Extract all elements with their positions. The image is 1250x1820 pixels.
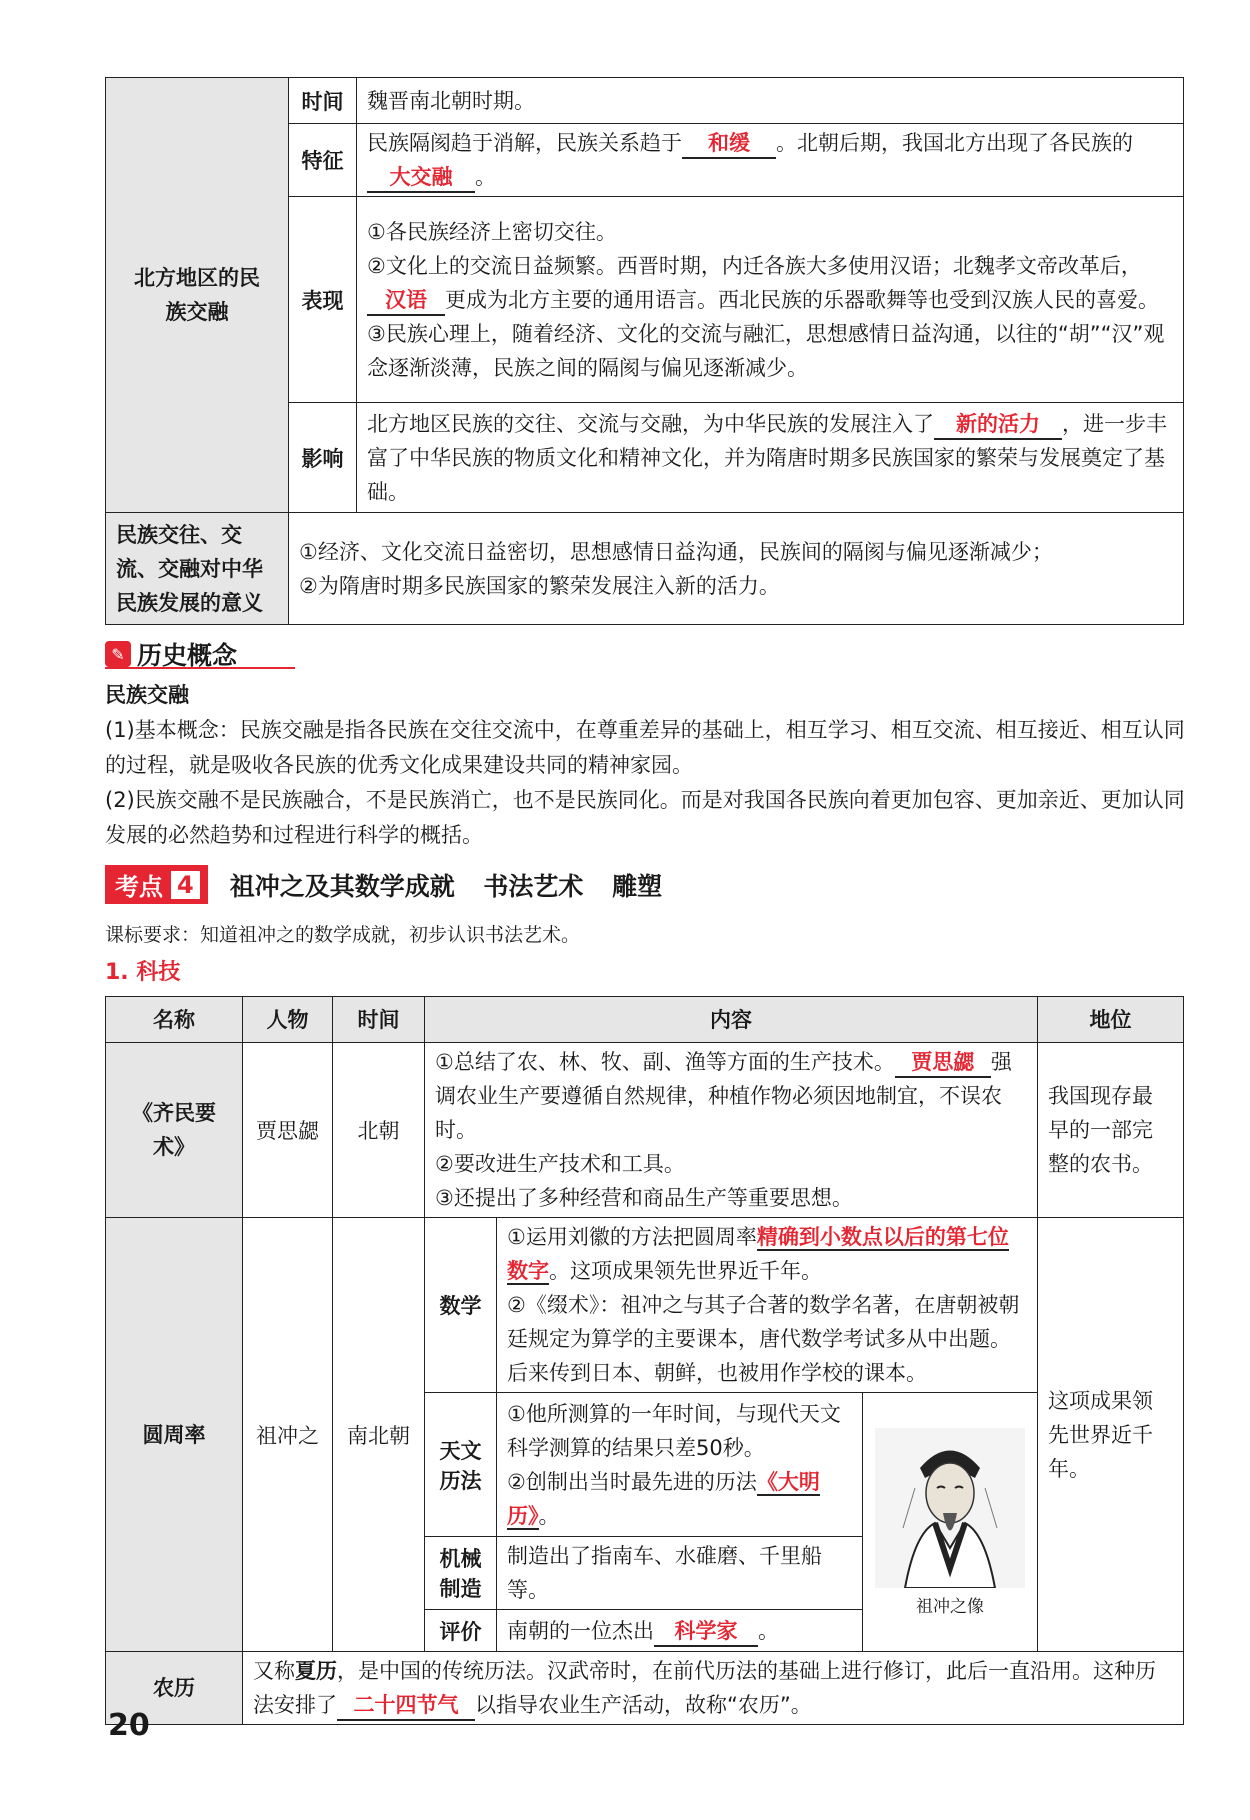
row3-blank: 二十四节气 bbox=[337, 1691, 475, 1721]
header-time: 时间 bbox=[333, 997, 425, 1043]
row2-name: 圆周率 bbox=[106, 1218, 243, 1652]
impact-text bbox=[357, 403, 1184, 513]
time-label: 时间 bbox=[289, 78, 357, 124]
feature-text-1: 民族隔阂趋于消解，民族关系趋于 bbox=[367, 131, 682, 155]
concept-underline bbox=[105, 667, 295, 669]
perf-2-blank: 汉语 bbox=[367, 286, 445, 316]
row3-text-a: 又称 bbox=[253, 1659, 295, 1683]
header-content: 内容 bbox=[425, 997, 1038, 1043]
row1-c1-blank: 贾思勰 bbox=[895, 1048, 991, 1078]
perf-2a: ②文化上的交流日益频繁。西晋时期，内迁各族大多使用汉语；北魏孝文帝改革后， bbox=[367, 253, 1142, 278]
subheading: 1. 科技 bbox=[105, 960, 181, 985]
perf-3: ③民族心理上，随着经济、文化的交流与融汇，思想感情日益沟通，以往的“胡”“汉”观念逐渐淡薄，民族之间的隔阂与偏见逐渐减少。 bbox=[367, 321, 1165, 380]
perf-1: ①各民族经济上密切交往。 bbox=[367, 219, 617, 244]
kaodian-tag-text: 考点 bbox=[115, 873, 163, 901]
meaning-2: ②为隋唐时期多民族国家的繁荣发展注入新的活力。 bbox=[299, 573, 780, 598]
portrait-cell bbox=[863, 1393, 1038, 1652]
row3-text bbox=[243, 1652, 1184, 1725]
perf-label: 表现 bbox=[289, 197, 357, 403]
math-1b: 。这项成果领先世界近千年。 bbox=[549, 1259, 822, 1283]
eval-b: 。 bbox=[758, 1618, 779, 1643]
eval-text bbox=[497, 1610, 863, 1652]
header-name: 名称 bbox=[106, 997, 243, 1043]
row1-content bbox=[425, 1043, 1038, 1218]
kaodian-num: 4 bbox=[169, 869, 202, 901]
row1-c1a: ①总结了农、林、牧、副、渔等方面的生产技术。 bbox=[435, 1050, 895, 1074]
requirement: 课标要求：知道祖冲之的数学成就，初步认识书法艺术。 bbox=[105, 924, 581, 946]
row1-c2: ②要改进生产技术和工具。 bbox=[435, 1152, 685, 1176]
concept-term: 民族交融 bbox=[105, 683, 189, 707]
feature-text-2: 。北朝后期，我国北方出现了各民族的 bbox=[776, 131, 1133, 155]
page-number: 20 bbox=[108, 1708, 150, 1743]
row1-c3: ③还提出了多种经营和商品生产等重要思想。 bbox=[435, 1186, 853, 1210]
feature-text bbox=[357, 124, 1184, 197]
astro-1: ①他所测算的一年时间，与现代天文科学测算的结果只差50秒。 bbox=[507, 1401, 841, 1460]
impact-b: ，进一步丰富了中华民族的物质文化和精神文化，并为隋唐时期多民族国家的繁荣与发展奠定了基础。 bbox=[367, 411, 1167, 504]
feature-label: 特征 bbox=[289, 124, 357, 197]
row3-name: 农历 bbox=[106, 1652, 243, 1725]
row1-person: 贾思勰 bbox=[243, 1043, 333, 1218]
row1-c1b: 强调农业生产要遵循自然规律，种植作物必须因地制宜，不误农时。 bbox=[435, 1050, 1012, 1142]
perf-text bbox=[357, 197, 1184, 403]
feature-text-3: 。 bbox=[475, 165, 496, 189]
feature-blank-1: 和缓 bbox=[682, 129, 776, 159]
math-content bbox=[497, 1218, 1038, 1393]
portrait-caption: 祖冲之像 bbox=[916, 1596, 984, 1617]
math-1 bbox=[507, 1220, 1027, 1288]
math-1-blank: 精确到小数点以后的第七位数字 bbox=[507, 1225, 1009, 1283]
impact-blank: 新的活力 bbox=[934, 410, 1062, 440]
astro-2b: 。 bbox=[538, 1503, 560, 1528]
mech-text: 制造出了指南车、水碓磨、千里船等。 bbox=[497, 1537, 863, 1610]
perf-2 bbox=[367, 249, 1173, 317]
mech-label: 机械制造 bbox=[425, 1537, 497, 1610]
astro-label: 天文历法 bbox=[425, 1393, 497, 1537]
astro-2 bbox=[507, 1465, 852, 1533]
concept-title: 历史概念 bbox=[137, 641, 238, 670]
math-label: 数学 bbox=[425, 1218, 497, 1393]
science-table bbox=[105, 996, 1184, 1725]
eval-blank: 科学家 bbox=[654, 1617, 758, 1647]
row1-name: 《齐民要术》 bbox=[106, 1043, 243, 1218]
meaning-text bbox=[289, 513, 1184, 625]
header-status: 地位 bbox=[1038, 997, 1184, 1043]
eval-a: 南朝的一位杰出 bbox=[507, 1618, 654, 1643]
meaning-1: ①经济、文化交流日益密切，思想感情日益沟通，民族间的隔阂与偏见逐渐减少； bbox=[299, 539, 1053, 564]
concept-para-2: (2)民族交融不是民族融合，不是民族消亡，也不是民族同化。而是对我国各民族向着更加包容、更加亲近、更加认同发展的必然趋势和过程进行科学的概括。 bbox=[105, 788, 1185, 847]
row3-text-b: ，是中国的传统历法。汉武帝时，在前代历法的基础上进行修订，此后一直沿用。这种历法安排了 bbox=[253, 1659, 1156, 1717]
perf-2b: 更成为北方主要的通用语言。西北民族的乐器歌舞等也受到汉族人民的喜爱。 bbox=[445, 287, 1159, 312]
kaodian-heading bbox=[105, 865, 662, 904]
row3-text-bold: 夏历 bbox=[295, 1659, 337, 1683]
astro-2a: ②创制出当时最先进的历法 bbox=[507, 1469, 757, 1494]
meaning-label: 民族交往、交流、交融对中华民族发展的意义 bbox=[106, 513, 289, 625]
north-fusion-table bbox=[105, 77, 1184, 625]
kaodian-title: 祖冲之及其数学成就 书法艺术 雕塑 bbox=[229, 871, 663, 901]
time-text: 魏晋南北朝时期。 bbox=[357, 78, 1184, 124]
region-label: 北方地区的民族交融 bbox=[106, 78, 289, 513]
header-person: 人物 bbox=[243, 997, 333, 1043]
row1-status: 我国现存最早的一部完整的农书。 bbox=[1038, 1043, 1184, 1218]
row1-time: 北朝 bbox=[333, 1043, 425, 1218]
row1-c1 bbox=[435, 1045, 1027, 1147]
math-2: ②《缀术》：祖冲之与其子合著的数学名著，在唐朝被朝廷规定为算学的主要课本，唐代数学考试多从中出题。后来传到日本、朝鲜，也被用作学校的课本。 bbox=[507, 1293, 1020, 1385]
kaodian-tag bbox=[105, 865, 208, 904]
eval-label: 评价 bbox=[425, 1610, 497, 1652]
zu-chongzhi-portrait bbox=[875, 1428, 1025, 1588]
astro-2-blank: 《大明历》 bbox=[507, 1469, 820, 1528]
row2-time: 南北朝 bbox=[333, 1218, 425, 1652]
row2-person: 祖冲之 bbox=[243, 1218, 333, 1652]
feature-blank-2: 大交融 bbox=[367, 163, 475, 193]
concept-para-1: (1)基本概念：民族交融是指各民族在交往交流中，在尊重差异的基础上，相互学习、相互交流、相互接近、相互认同的过程，就是吸收各民族的优秀文化成果建设共同的精神家园。 bbox=[105, 718, 1185, 777]
row3-text-c: 以指导农业生产活动，故称“农历”。 bbox=[475, 1693, 812, 1717]
math-1a: ①运用刘徽的方法把圆周率 bbox=[507, 1225, 757, 1249]
row2-status: 这项成果领先世界近千年。 bbox=[1038, 1218, 1184, 1652]
astro-content bbox=[497, 1393, 863, 1537]
pencil-icon: ✎ bbox=[105, 641, 131, 667]
impact-a: 北方地区民族的交往、交流与交融，为中华民族的发展注入了 bbox=[367, 411, 934, 436]
impact-label: 影响 bbox=[289, 403, 357, 513]
